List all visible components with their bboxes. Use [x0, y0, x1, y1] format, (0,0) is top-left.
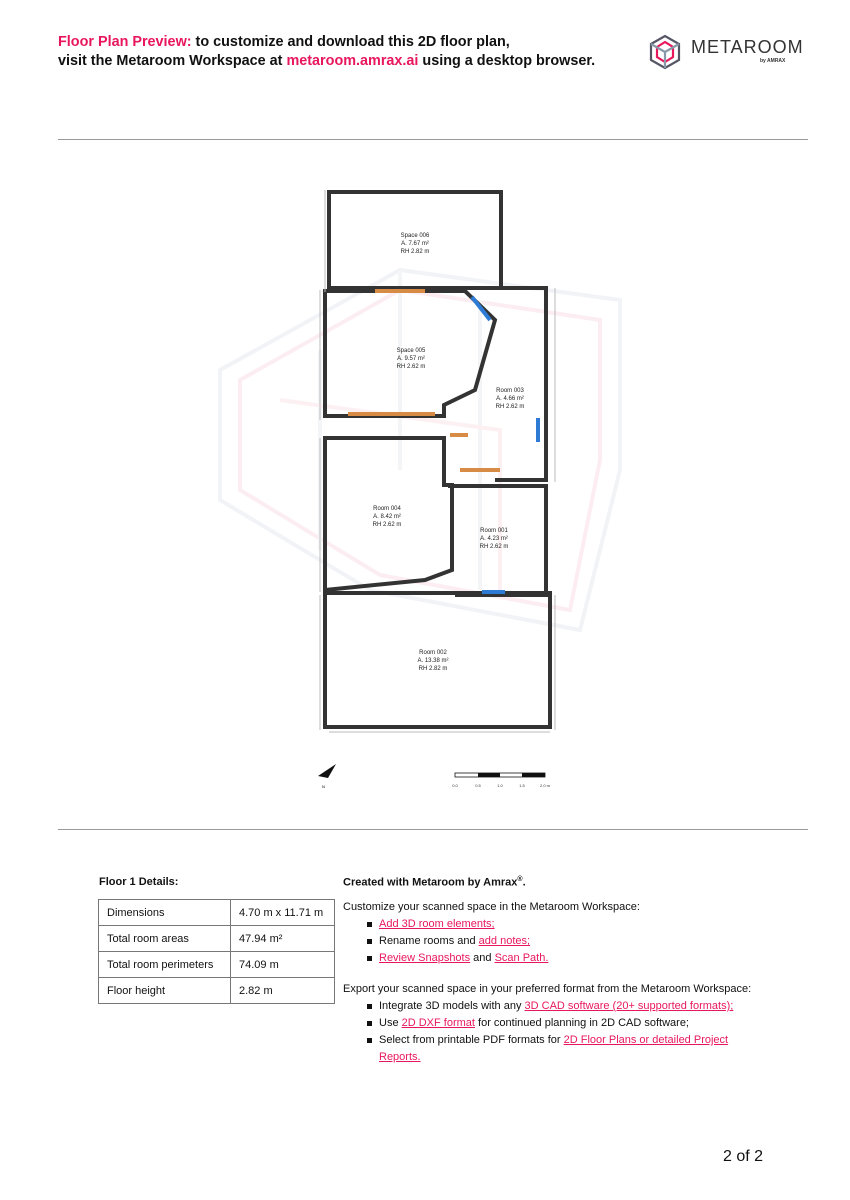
customize-list [367, 916, 548, 967]
customize-intro: Customize your scanned space in the Metaroom Workspace: [343, 901, 640, 913]
header-text [58, 33, 638, 71]
export-list [367, 998, 733, 1066]
logo-wordmark: METAROOM [691, 37, 804, 57]
detail-label: Floor height [99, 978, 231, 1004]
table-row [99, 926, 335, 952]
scale-label-1: 0.5 [475, 783, 481, 788]
table-row [99, 900, 335, 926]
room-area-room-002: A. 13.38 m² [417, 658, 449, 664]
detail-label: Total room perimeters [99, 952, 231, 978]
page-number: 2 of 2 [723, 1148, 764, 1165]
header-line-2-end: using a desktop browser. [418, 53, 596, 69]
logo-subtitle: by AMRAX [760, 58, 786, 64]
room-area-room-004: A. 8.42 m² [373, 514, 401, 520]
header-line-1-text: to customize and download this 2D floor plan, [191, 34, 510, 50]
list-item-text: Select from printable PDF formats for [379, 1034, 564, 1046]
scale-label-3: 1.5 [519, 783, 525, 788]
room-area-space-006: A. 7.67 m² [401, 241, 429, 247]
table-row [99, 952, 335, 978]
detail-value: 47.94 m² [231, 926, 335, 952]
room-area-room-001: A. 4.23 m² [480, 536, 508, 542]
list-item [367, 933, 548, 950]
export-intro: Export your scanned space in your preferred format from the Metaroom Workspace: [343, 983, 752, 995]
scan-path-link[interactable]: Scan Path. [494, 952, 549, 964]
floor-plan-drawing [200, 170, 650, 810]
review-snapshots-link[interactable]: Review Snapshots [379, 952, 471, 964]
scale-label-4: 2.0 m [539, 783, 551, 788]
room-area-room-003: A. 4.66 m² [496, 396, 524, 402]
list-item [367, 998, 733, 1015]
list-item [367, 916, 548, 933]
pdf-formats-link[interactable]: 2D Floor Plans or detailed Project [563, 1034, 729, 1046]
room-name-space-005: Space 005 [396, 348, 426, 354]
room-height-room-002: RH 2.82 m [418, 666, 448, 672]
watermark-3d-logo [220, 270, 620, 630]
list-item-text: Use [379, 1017, 402, 1029]
detail-value: 74.09 m [231, 952, 335, 978]
room-name-room-004: Room 004 [373, 506, 401, 512]
detail-label: Total room areas [99, 926, 231, 952]
scale-bar [452, 773, 550, 788]
detail-value: 2.82 m [231, 978, 335, 1004]
preview-label: Floor Plan Preview: [58, 34, 192, 50]
room-height-space-006: RH 2.82 m [400, 249, 430, 255]
registered-mark: ® [517, 876, 523, 883]
table-row [99, 978, 335, 1004]
detail-label: Dimensions [99, 900, 231, 926]
3d-cad-link[interactable]: 3D CAD software (20+ supported formats); [524, 1000, 734, 1012]
created-title [343, 876, 526, 889]
dxf-format-link[interactable]: 2D DXF format [401, 1017, 475, 1029]
floor-details-table [98, 899, 335, 1004]
floor-plan [200, 170, 650, 810]
room-name-space-006: Space 006 [400, 233, 430, 239]
list-item-text: for continued planning in 2D CAD software; [474, 1017, 689, 1029]
north-label: N [322, 784, 325, 789]
detail-value: 4.70 m x 11.71 m [231, 900, 335, 926]
walls [325, 192, 550, 727]
scale-label-0: 0.0 [452, 783, 458, 788]
scale-label-2: 1.0 [497, 783, 503, 788]
metaroom-link[interactable]: metaroom.amrax.ai [286, 53, 419, 69]
list-item [367, 1015, 733, 1032]
header-line-2 [58, 52, 638, 71]
list-item-continuation [367, 1049, 733, 1066]
add-notes-link[interactable]: add notes; [478, 935, 531, 947]
room-name-room-002: Room 002 [419, 650, 447, 656]
metaroom-logo [645, 30, 815, 74]
room-area-space-005: A. 9.57 m² [397, 356, 425, 362]
room-name-room-003: Room 003 [496, 388, 524, 394]
created-title-period: . [522, 876, 526, 889]
list-item-text: Integrate 3D models with any [379, 1000, 525, 1012]
room-height-space-005: RH 2.62 m [396, 364, 426, 370]
room-height-room-004: RH 2.62 m [372, 522, 402, 528]
room-height-room-001: RH 2.62 m [479, 544, 509, 550]
list-item-text: Rename rooms and [379, 935, 479, 947]
header-line-1 [58, 33, 638, 52]
room-name-room-001: Room 001 [480, 528, 508, 534]
top-divider [58, 139, 808, 140]
header-line-2-start: visit the Metaroom Workspace at [58, 53, 287, 69]
bottom-divider [58, 829, 808, 830]
north-arrow-icon [318, 764, 336, 789]
add-3d-elements-link[interactable]: Add 3D room elements; [379, 918, 495, 930]
reports-link[interactable]: Reports. [379, 1051, 421, 1063]
floor-details-title: Floor 1 Details: [99, 876, 179, 888]
list-item [367, 950, 548, 967]
created-title-text: Created with Metaroom by Amrax [343, 876, 518, 889]
list-item-text: and [470, 952, 495, 964]
list-item [367, 1032, 733, 1049]
room-height-room-003: RH 2.62 m [495, 404, 525, 410]
metaroom-logo-icon [645, 32, 685, 72]
